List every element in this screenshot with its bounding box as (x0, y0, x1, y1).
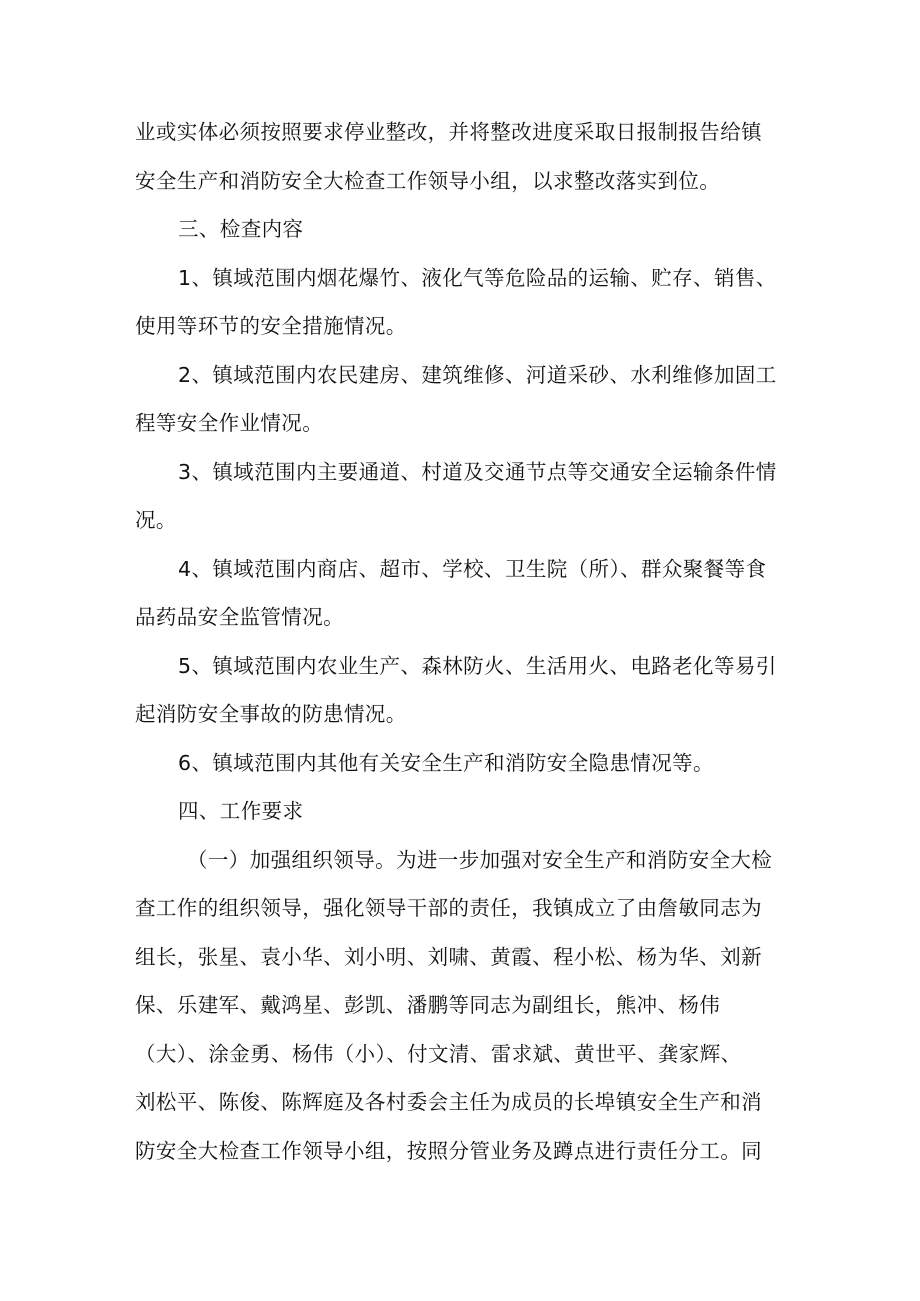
text-line: 5、镇域范围内农业生产、森林防火、生活用火、电路老化等易引 (178, 653, 777, 678)
text-line: 安全生产和消防安全大检查工作领导小组，以求整改落实到位。 (135, 168, 721, 193)
text-line: 保、乐建军、戴鸿星、彭凯、潘鹏等同志为副组长，熊冲、杨伟 (135, 993, 721, 1017)
section-heading-work-requirements: 四、工作要求 (178, 799, 304, 823)
text-line: 况。 (135, 508, 177, 532)
text-line: 使用等环节的安全措施情况。 (135, 314, 407, 338)
text-line: 程等安全作业情况。 (135, 411, 324, 435)
text-line: （大）、涂金勇、杨伟（小）、付文清、雷求斌、黄世平、龚家辉、 (135, 1041, 742, 1066)
text-line: 查工作的组织领导，强化领导干部的责任，我镇成立了由詹敏同志为 (135, 896, 762, 920)
text-line: 品药品安全监管情况。 (135, 605, 344, 629)
text-line: 3、镇域范围内主要通道、村道及交通节点等交通安全运输条件情 (178, 459, 777, 484)
text-line: 起消防安全事故的防患情况。 (135, 702, 407, 726)
text-line: 6、镇域范围内其他有关安全生产和消防安全隐患情况等。 (178, 750, 714, 775)
section-heading-inspection-content: 三、检查内容 (178, 217, 304, 241)
text-line: 刘松平、陈俊、陈辉庭及各村委会主任为成员的长埠镇安全生产和消 (135, 1090, 762, 1114)
text-line: 4、镇域范围内商店、超市、学校、卫生院（所）、群众聚餐等食 (178, 556, 767, 581)
text-line: 1、镇域范围内烟花爆竹、液化气等危险品的运输、贮存、销售、 (178, 265, 777, 290)
text-line: 业或实体必须按照要求停业整改，并将整改进度采取日报制报告给镇 (135, 120, 762, 144)
text-line: 防安全大检查工作领导小组，按照分管业务及蹲点进行责任分工。同 (135, 1138, 762, 1163)
text-line: （一）加强组织领导。为进一步加强对安全生产和消防安全大检 (187, 847, 773, 872)
text-line: 2、镇域范围内农民建房、建筑维修、河道采砂、水利维修加固工 (178, 362, 777, 387)
document-body (135, 108, 795, 1175)
text-line: 组长，张星、袁小华、刘小明、刘啸、黄霞、程小松、杨为华、刘新 (135, 944, 762, 969)
